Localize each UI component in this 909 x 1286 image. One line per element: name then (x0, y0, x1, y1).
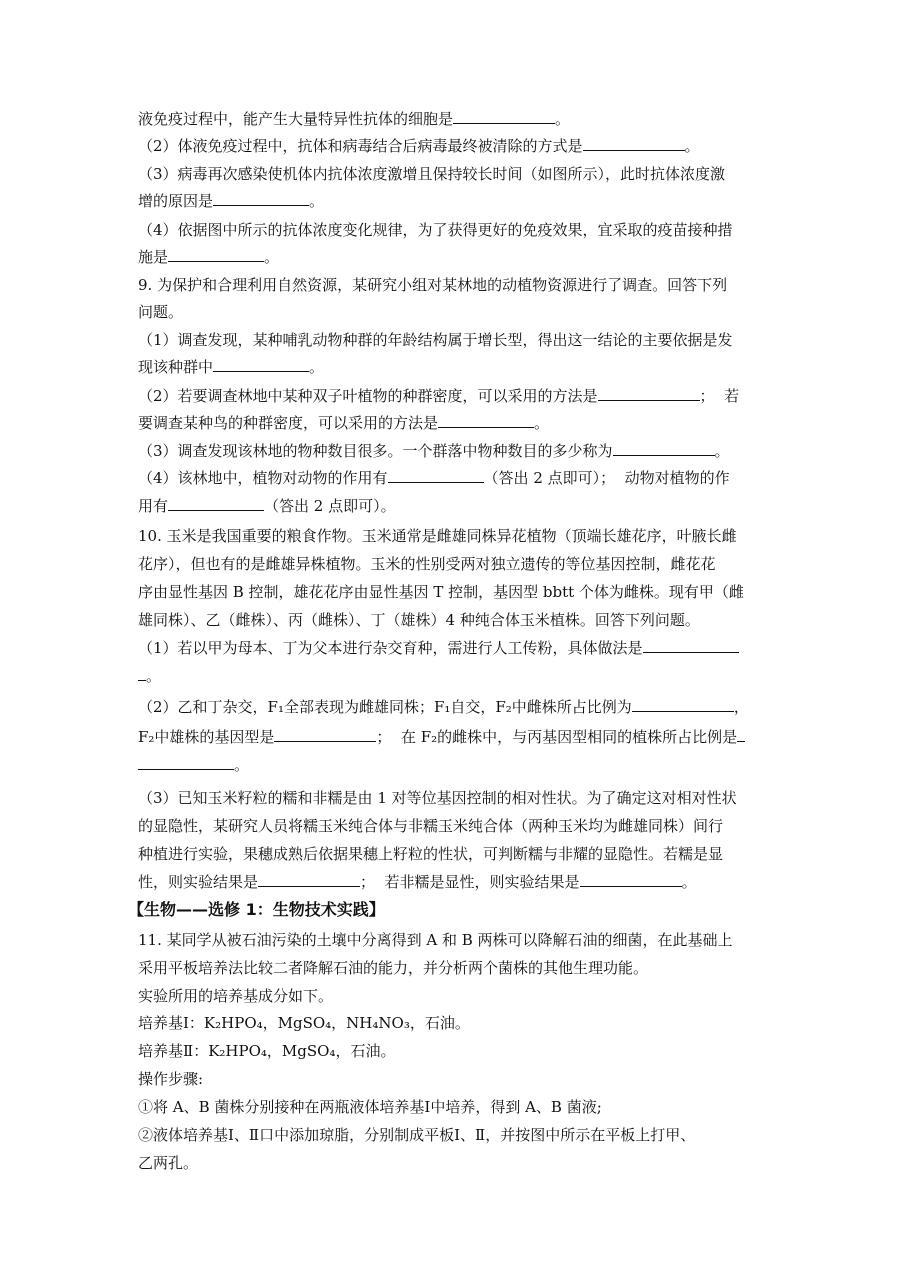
answer-blank[interactable] (138, 665, 146, 681)
text-line: （2）乙和丁杂交，F₁全部表现为雌雄同株；F₁自交，F₂中雌株所占比例为 ， (138, 698, 749, 716)
text-line: 增的原因是 。 (138, 192, 325, 210)
text-line: 液免疫过程中，能产生大量特异性抗体的细胞是 。 (138, 110, 571, 128)
text-line: （4）依据图中所示的抗体浓度变化规律，为了获得更好的免疫效果，宜采取的疫苗接种措 (138, 221, 733, 239)
text-line: 培养基Ⅱ：K₂HPO₄，MgSO₄，石油。 (138, 1042, 396, 1060)
text-line: （1）若以甲为母本、丁为父本进行杂交育种，需进行人工传粉，具体做法是 (138, 637, 739, 659)
answer-blank[interactable] (453, 108, 555, 124)
text-line: 实验所用的培养基成分如下。 (138, 987, 334, 1005)
text-line: 现该种群中 。 (138, 358, 325, 376)
text-line: （3）病毒再次感染使机体内抗体浓度激增且保持较长时间（如图所示），此时抗体浓度激 (138, 165, 726, 183)
answer-blank[interactable] (737, 726, 745, 742)
answer-blank[interactable] (613, 440, 715, 456)
text-line: 性，则实验结果是 ； 若非糯是显性，则实验结果是 。 (138, 873, 697, 891)
answer-blank[interactable] (168, 246, 264, 262)
answer-blank[interactable] (274, 726, 376, 742)
answer-blank[interactable] (168, 495, 264, 511)
text-line: （3）已知玉米籽粒的糯和非糯是由 1 对等位基因控制的相对性状。为了确定这对相对性状 (138, 789, 737, 807)
text-line: （1）调查发现，某种哺乳动物种群的年龄结构属于增长型，得出这一结论的主要依据是发 (138, 331, 733, 349)
answer-blank[interactable] (438, 412, 534, 428)
text-line: （2）体液免疫过程中，抗体和病毒结合后病毒最终被清除的方式是 。 (138, 137, 700, 155)
text-line: ①将 A、B 菌株分别接种在两瓶液体培养基Ⅰ中培养，得到 A、B 菌液; (138, 1098, 602, 1116)
text-line: 施是 。 (138, 248, 280, 266)
answer-blank[interactable] (598, 385, 700, 401)
answer-blank[interactable] (213, 356, 309, 372)
question-11: 11. 某同学从被石油污染的土壤中分离得到 A 和 B 两株可以降解石油的细菌，在此基础上 (138, 931, 733, 949)
text-line: 序由显性基因 B 控制，雄花花序由显性基因 T 控制，基因型 bbtt 个体为雌株。现有甲（雌 (138, 583, 744, 601)
question-9: 9. 为保护和合理利用自然资源，某研究小组对某林地的动植物资源进行了调查。回答下列 (138, 276, 728, 294)
answer-blank[interactable] (138, 754, 234, 770)
answer-blank[interactable] (580, 871, 682, 887)
text-line: 花序），但也有的是雌雄异株植物。玉米的性别受两对独立遗传的等位基因控制，雌花花 (138, 555, 716, 573)
text-line: （2）若要调查林地中某种双子叶植物的种群密度，可以采用的方法是 ； 若 (138, 387, 740, 405)
text-line: 培养基Ⅰ：K₂HPO₄，MgSO₄，NH₄NO₃，石油。 (138, 1014, 470, 1032)
text-line: 雄同株）、乙（雌株）、丙（雌株）、丁（雄株）4 种纯合体玉米植株。回答下列问题。 (138, 611, 700, 629)
text-line: 。 (138, 754, 249, 776)
text-line: ②液体培养基Ⅰ、Ⅱ口中添加琼脂，分别制成平板Ⅰ、Ⅱ，并按图中所示在平板上打甲、 (138, 1126, 696, 1144)
answer-blank[interactable] (632, 696, 734, 712)
text-line: 问题。 (138, 303, 184, 321)
text-line: 乙两孔。 (138, 1154, 199, 1172)
question-10: 10. 玉米是我国重要的粮食作物。玉米通常是雌雄同株异花植物（顶端长雄花序，叶腋长雌 (138, 527, 737, 545)
section-heading: 【生物——选修 1：生物技术实践】 (128, 900, 385, 919)
text-line: 。 (138, 665, 161, 687)
answer-blank[interactable] (643, 637, 739, 653)
text-line: 种植进行实验，果穗成熟后依据果穗上籽粒的性状，可判断糯与非耀的显隐性。若糯是显 (138, 845, 724, 863)
text-line: 的显隐性，某研究人员将糯玉米纯合体与非糯玉米纯合体（两种玉米均为雌雄同株）间行 (138, 817, 724, 835)
text-line: 操作步骤: (138, 1070, 204, 1088)
answer-blank[interactable] (583, 135, 685, 151)
answer-blank[interactable] (388, 467, 484, 483)
text-line: 要调查某种鸟的种群密度，可以采用的方法是 。 (138, 414, 550, 432)
text-line: F₂中雄株的基因型是 ； 在 F₂的雌株中，与丙基因型相同的植株所占比例是 (138, 726, 745, 748)
answer-blank[interactable] (213, 190, 309, 206)
text-line: （4）该林地中，植物对动物的作用有 （答出 2 点即可）； 动物对植物的作 (138, 469, 730, 487)
text-line: 采用平板培养法比较二者降解石油的能力，并分析两个菌株的其他生理功能。 (138, 959, 649, 977)
answer-blank[interactable] (258, 871, 360, 887)
text-line: 用有 （答出 2 点即可）。 (138, 497, 396, 515)
text-line: （3）调查发现该林地的物种数目很多。一个群落中物种数目的多少称为 。 (138, 442, 730, 460)
